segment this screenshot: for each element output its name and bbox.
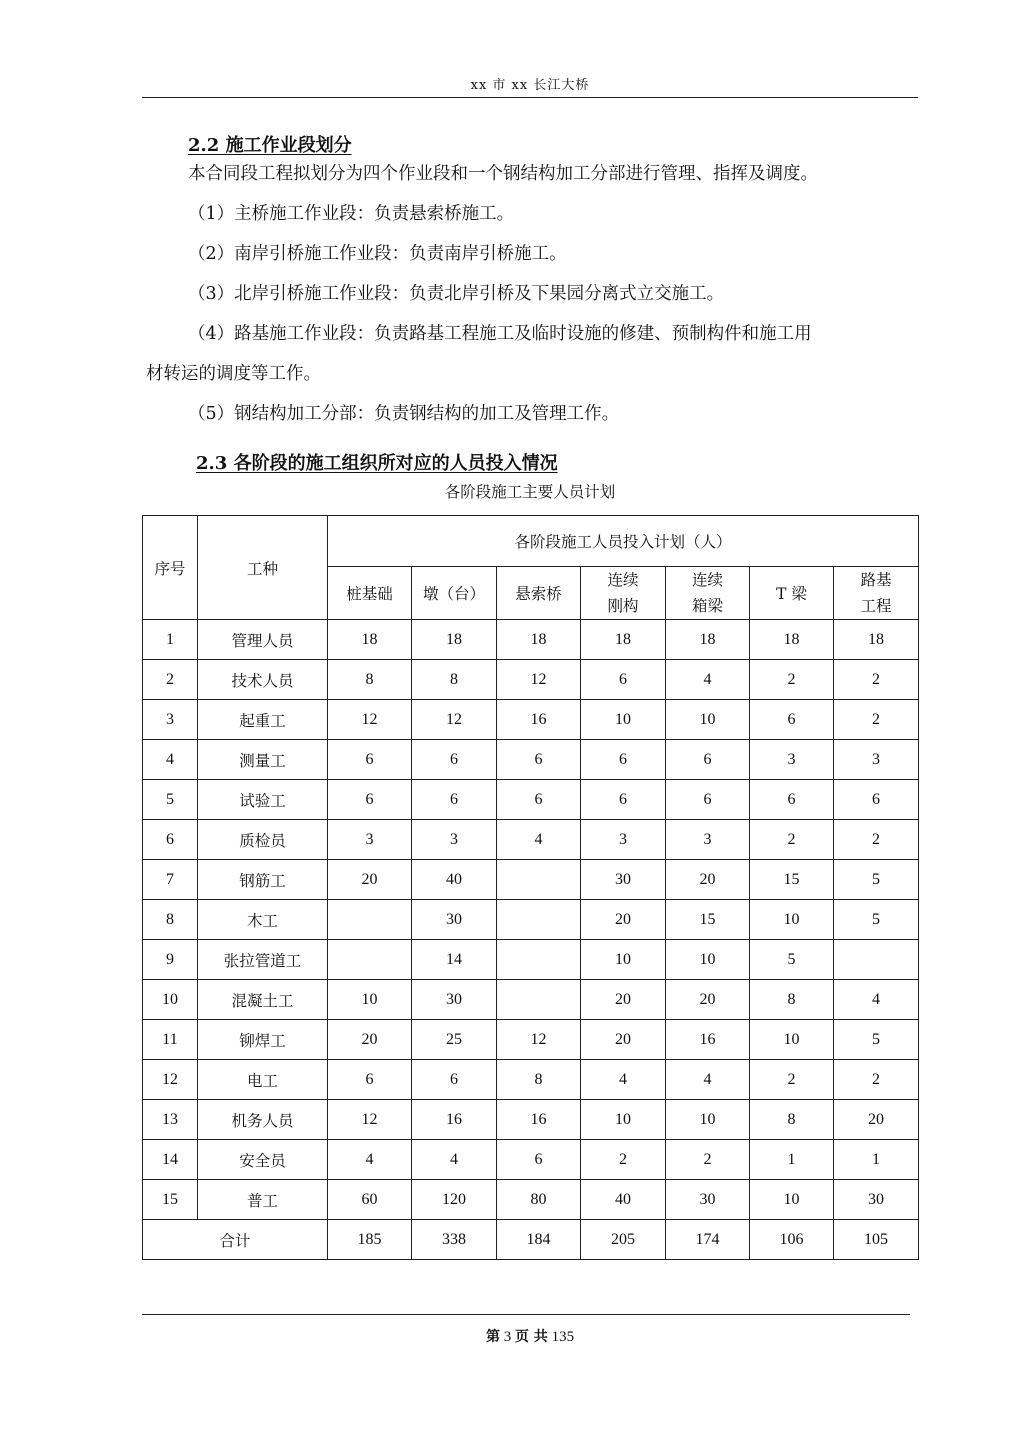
- section-2-2-item: （1）主桥施工作业段：负责悬索桥施工。: [188, 204, 515, 224]
- row-value: [497, 940, 581, 980]
- row-value: 5: [834, 1020, 919, 1060]
- row-value: 30: [581, 860, 666, 900]
- row-value: 4: [412, 1140, 497, 1180]
- row-work-type: 钢筋工: [198, 860, 328, 900]
- row-value: 20: [581, 900, 666, 940]
- section-2-3-title: 2.3 各阶段的施工组织所对应的人员投入情况: [196, 453, 558, 474]
- header-stage: [328, 567, 412, 620]
- total-value: 205: [581, 1220, 666, 1260]
- row-value: 3: [412, 820, 497, 860]
- row-work-type: 机务人员: [198, 1100, 328, 1140]
- row-value: 3: [834, 740, 919, 780]
- row-value: 3: [328, 820, 412, 860]
- row-value: 30: [834, 1180, 919, 1220]
- row-seq: 9: [143, 940, 198, 980]
- row-value: 2: [750, 1060, 834, 1100]
- row-value: 18: [750, 620, 834, 660]
- table-row: [143, 1060, 919, 1100]
- header-stage-line: 墩（台）: [422, 585, 485, 603]
- row-value: 20: [328, 860, 412, 900]
- row-value: 6: [834, 780, 919, 820]
- row-value: 40: [581, 1180, 666, 1220]
- row-value: 4: [497, 820, 581, 860]
- row-value: 15: [666, 900, 750, 940]
- row-value: 10: [750, 1180, 834, 1220]
- header-stage-line: 工程: [860, 597, 892, 615]
- row-work-type: 测量工: [198, 740, 328, 780]
- row-value: 6: [497, 1140, 581, 1180]
- total-value: 184: [497, 1220, 581, 1260]
- row-value: 6: [666, 780, 750, 820]
- row-value: 8: [328, 660, 412, 700]
- row-seq: 6: [143, 820, 198, 860]
- row-value: 6: [581, 780, 666, 820]
- row-value: 18: [497, 620, 581, 660]
- row-value: 6: [666, 740, 750, 780]
- section-2-2-item: （3）北岸引桥施工作业段：负责北岸引桥及下果园分离式立交施工。: [188, 284, 725, 304]
- row-value: 30: [412, 980, 497, 1020]
- header-stage-line: 连续: [691, 571, 723, 589]
- row-value: 2: [750, 820, 834, 860]
- row-value: 12: [497, 660, 581, 700]
- row-value: 20: [666, 980, 750, 1020]
- row-value: 4: [328, 1140, 412, 1180]
- row-value: 18: [666, 620, 750, 660]
- row-value: 3: [581, 820, 666, 860]
- page-footer: [142, 1326, 918, 1346]
- total-value: 106: [750, 1220, 834, 1260]
- row-seq: 8: [143, 900, 198, 940]
- section-2-2-item-continued: 材转运的调度等工作。: [146, 364, 321, 384]
- header-stage-line: 箱梁: [691, 597, 723, 615]
- row-value: 20: [581, 980, 666, 1020]
- row-value: 6: [328, 1060, 412, 1100]
- section-2-2-intro: 本合同段工程拟划分为四个作业段和一个钢结构加工分部进行管理、指挥及调度。: [188, 164, 818, 184]
- row-value: 1: [750, 1140, 834, 1180]
- header-stage-line: 刚构: [607, 597, 639, 615]
- row-value: 14: [412, 940, 497, 980]
- table-row: [143, 1180, 919, 1220]
- row-value: 6: [497, 780, 581, 820]
- header-stage: [750, 567, 834, 620]
- row-value: 12: [328, 1100, 412, 1140]
- row-value: 6: [581, 660, 666, 700]
- row-value: 4: [666, 1060, 750, 1100]
- table-body: [143, 620, 919, 1260]
- row-work-type: 试验工: [198, 780, 328, 820]
- row-value: 6: [328, 740, 412, 780]
- row-value: 20: [666, 860, 750, 900]
- row-seq: 1: [143, 620, 198, 660]
- row-value: 30: [666, 1180, 750, 1220]
- row-value: 8: [497, 1060, 581, 1100]
- table-row: [143, 940, 919, 980]
- row-value: 1: [834, 1140, 919, 1180]
- row-work-type: 技术人员: [198, 660, 328, 700]
- table-row: [143, 820, 919, 860]
- staffing-plan-table: [142, 515, 919, 1260]
- row-value: [328, 900, 412, 940]
- total-value: 105: [834, 1220, 919, 1260]
- row-seq: 5: [143, 780, 198, 820]
- footer-mid: 页 共: [514, 1329, 548, 1345]
- table-row: [143, 740, 919, 780]
- footer-total-pages: 135: [551, 1329, 575, 1345]
- row-value: 16: [666, 1020, 750, 1060]
- row-value: 10: [666, 1100, 750, 1140]
- row-value: 40: [412, 860, 497, 900]
- table-row: [143, 980, 919, 1020]
- table-row: [143, 660, 919, 700]
- row-value: 3: [666, 820, 750, 860]
- row-seq: 15: [143, 1180, 198, 1220]
- row-value: 10: [581, 940, 666, 980]
- footer-prefix: 第: [485, 1329, 500, 1345]
- row-value: 18: [412, 620, 497, 660]
- row-value: 12: [328, 700, 412, 740]
- row-work-type: 张拉管道工: [198, 940, 328, 980]
- row-value: 20: [581, 1020, 666, 1060]
- header-stage-line: 路基: [860, 571, 892, 589]
- header-stage: [666, 567, 750, 620]
- table-row: [143, 700, 919, 740]
- row-value: 12: [497, 1020, 581, 1060]
- row-seq: 4: [143, 740, 198, 780]
- row-value: 10: [750, 900, 834, 940]
- row-value: 60: [328, 1180, 412, 1220]
- header-stage-line: 悬索桥: [515, 585, 562, 603]
- row-value: 6: [412, 780, 497, 820]
- table-caption: 各阶段施工主要人员计划: [444, 483, 616, 501]
- header-stage: [834, 567, 919, 620]
- row-seq: 7: [143, 860, 198, 900]
- row-value: 18: [581, 620, 666, 660]
- row-value: 5: [834, 900, 919, 940]
- row-value: 18: [328, 620, 412, 660]
- total-value: 174: [666, 1220, 750, 1260]
- header-seq: 序号: [143, 516, 198, 620]
- header-stage-line: 桩基础: [346, 585, 393, 603]
- row-value: 5: [834, 860, 919, 900]
- table-row: [143, 1140, 919, 1180]
- row-value: 30: [412, 900, 497, 940]
- row-value: 25: [412, 1020, 497, 1060]
- total-value: 338: [412, 1220, 497, 1260]
- row-value: 2: [834, 1060, 919, 1100]
- header-stage-line: T 梁: [776, 585, 807, 603]
- header-stage: [581, 567, 666, 620]
- row-value: 15: [750, 860, 834, 900]
- row-value: 10: [581, 700, 666, 740]
- row-value: 18: [834, 620, 919, 660]
- row-work-type: 管理人员: [198, 620, 328, 660]
- row-work-type: 铆焊工: [198, 1020, 328, 1060]
- row-value: 10: [581, 1100, 666, 1140]
- footer-page-number: 3: [503, 1329, 512, 1345]
- header-stage-group: 各阶段施工人员投入计划（人）: [328, 516, 919, 567]
- row-value: 16: [412, 1100, 497, 1140]
- row-value: 8: [750, 980, 834, 1020]
- row-value: 4: [581, 1060, 666, 1100]
- table-row: [143, 860, 919, 900]
- row-value: 2: [834, 660, 919, 700]
- row-value: 20: [328, 1020, 412, 1060]
- row-value: 80: [497, 1180, 581, 1220]
- table-row: [143, 780, 919, 820]
- row-work-type: 普工: [198, 1180, 328, 1220]
- row-seq: 12: [143, 1060, 198, 1100]
- table-row: [143, 1100, 919, 1140]
- row-value: 16: [497, 1100, 581, 1140]
- row-seq: 11: [143, 1020, 198, 1060]
- section-2-2-item: （5）钢结构加工分部：负责钢结构的加工及管理工作。: [188, 404, 620, 424]
- row-value: 20: [834, 1100, 919, 1140]
- row-value: [497, 980, 581, 1020]
- table-row: [143, 1020, 919, 1060]
- row-value: 8: [412, 660, 497, 700]
- row-value: [328, 940, 412, 980]
- row-value: 4: [666, 660, 750, 700]
- row-work-type: 电工: [198, 1060, 328, 1100]
- total-value: 185: [328, 1220, 412, 1260]
- section-2-2-item: （4）路基施工作业段：负责路基工程施工及临时设施的修建、预制构件和施工用: [188, 324, 812, 344]
- row-work-type: 起重工: [198, 700, 328, 740]
- header-stage: [497, 567, 581, 620]
- row-value: 3: [750, 740, 834, 780]
- total-label: 合计: [143, 1220, 328, 1260]
- row-seq: 2: [143, 660, 198, 700]
- row-value: 10: [666, 700, 750, 740]
- row-seq: 3: [143, 700, 198, 740]
- row-value: 2: [750, 660, 834, 700]
- row-value: 8: [750, 1100, 834, 1140]
- row-value: 2: [581, 1140, 666, 1180]
- row-value: 6: [750, 700, 834, 740]
- section-2-2-title: 2.2 施工作业段划分: [188, 135, 352, 156]
- row-value: 10: [750, 1020, 834, 1060]
- footer-divider: [142, 1314, 910, 1315]
- table-row: [143, 900, 919, 940]
- row-work-type: 木工: [198, 900, 328, 940]
- row-work-type: 混凝土工: [198, 980, 328, 1020]
- row-value: 12: [412, 700, 497, 740]
- row-value: [834, 940, 919, 980]
- row-value: 2: [834, 700, 919, 740]
- row-value: 6: [412, 740, 497, 780]
- row-value: 6: [750, 780, 834, 820]
- header-stage-line: 连续: [607, 571, 639, 589]
- row-value: 2: [834, 820, 919, 860]
- row-value: 10: [328, 980, 412, 1020]
- header-work-type: 工种: [198, 516, 328, 620]
- row-value: 6: [328, 780, 412, 820]
- header-divider: [142, 97, 918, 98]
- total-row: [143, 1220, 919, 1260]
- row-seq: 14: [143, 1140, 198, 1180]
- row-work-type: 安全员: [198, 1140, 328, 1180]
- row-value: 120: [412, 1180, 497, 1220]
- row-value: 6: [412, 1060, 497, 1100]
- row-work-type: 质检员: [198, 820, 328, 860]
- row-value: 4: [834, 980, 919, 1020]
- table-row: [143, 620, 919, 660]
- row-value: 6: [581, 740, 666, 780]
- page-header: xx 市 xx 长江大桥: [470, 78, 590, 93]
- row-seq: 13: [143, 1100, 198, 1140]
- row-value: 10: [666, 940, 750, 980]
- row-seq: 10: [143, 980, 198, 1020]
- header-stage: [412, 567, 497, 620]
- row-value: 16: [497, 700, 581, 740]
- row-value: 2: [666, 1140, 750, 1180]
- row-value: [497, 860, 581, 900]
- section-2-2-item: （2）南岸引桥施工作业段：负责南岸引桥施工。: [188, 244, 567, 264]
- row-value: 6: [497, 740, 581, 780]
- row-value: 5: [750, 940, 834, 980]
- row-value: [497, 900, 581, 940]
